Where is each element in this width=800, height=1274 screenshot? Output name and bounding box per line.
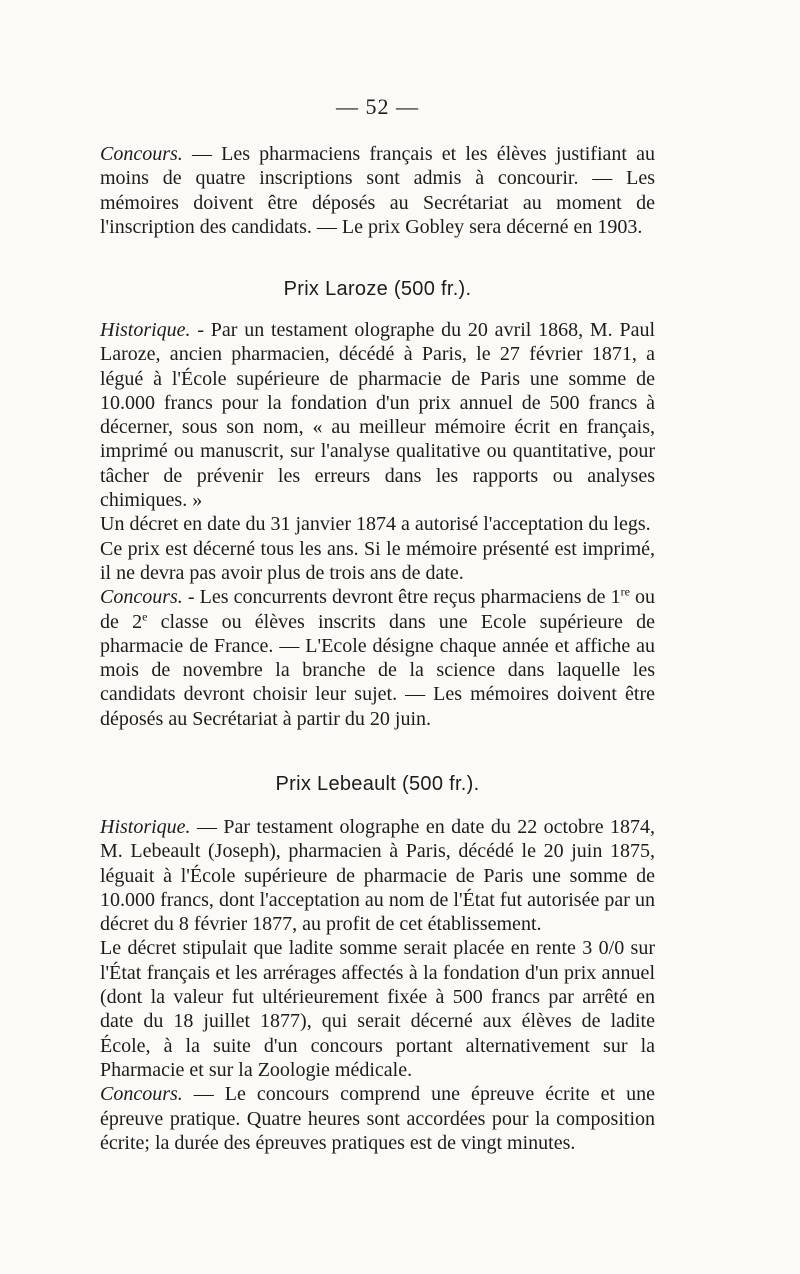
lebeault-title: Prix Lebeault (500 fr.). <box>275 773 480 795</box>
lebeault-historique-paragraph <box>100 815 655 936</box>
historique-text: — Par testament olographe en date du 22 octobre 1874, M. Lebeault (Joseph), pharmacien à Paris, décédé le 20 juin 1875, léguait à l'École supérieure de pharmacie de Paris une somme de 10.000 francs, dont l'acceptation au nom de l'État fut autorisée par un décret du 8 février 1877, au profit de cet établissement. <box>100 816 655 936</box>
concours-lead: Concours. <box>100 143 183 165</box>
laroze-decret-paragraph: Un décret en date du 31 janvier 1874 a autorisé l'acceptation du legs. <box>100 513 651 536</box>
historique-lead: Historique. <box>100 319 191 341</box>
concours-lead: Concours. <box>100 1083 183 1106</box>
historique-lead: Historique. <box>100 816 191 838</box>
historique-text: - Par un testament olographe du 20 avril 1868, M. Paul Laroze, ancien pharmacien, décédé à Paris, le 27 février 1871, a légué à l'École supérieure de pharmacie de Paris une somme de 10.000 francs pour la fondation d'un prix annuel de 500 francs à décerner, sous son nom, « au meilleur mémoire écrit en français, imprimé ou manuscrit, sur l'analyse qualitative ou quantitative, pour tâcher de prévenir les erreurs dans les rapports ou analyses chimiques. » <box>100 319 655 512</box>
concours-lead: Concours. <box>100 586 183 609</box>
laroze-historique-paragraph <box>100 318 655 512</box>
lebeault-section <box>100 815 655 1155</box>
concours-text-part-3: classe ou élèves inscrits dans une Ecole supérieure de pharmacie de France. — L'Ecole désigne chaque année et affiche au mois de novembre la branche de la science dans laquelle les candidats devront choisir leur sujet. — Les mémoires doivent être déposés au Secrétariat à partir du 20 juin. <box>100 610 655 730</box>
laroze-section <box>100 318 655 731</box>
lebeault-concours-paragraph <box>100 1082 655 1155</box>
page-number: — 52 — <box>336 94 419 119</box>
concours-text-part-1: - Les concurrents devront être reçus pharmaciens de 1 <box>182 586 621 609</box>
superscript-re: re <box>620 584 630 599</box>
gobley-concours-paragraph <box>100 142 655 239</box>
laroze-concours-paragraph <box>100 585 655 731</box>
concours-text-part-2: ou de 2 <box>100 586 656 633</box>
concours-text: — Les pharmaciens français et les élèves justifiant au moins de quatre inscriptions sont admis à concourir. — Les mémoires doivent être déposés au Secrétariat au moment de l'inscription des candidats. — Le prix Gobley sera décerné en 1903. <box>100 143 655 238</box>
superscript-e: e <box>142 608 148 623</box>
concours-text: — Le concours comprend une épreuve écrite et une épreuve pratique. Quatre heures sont accordées pour la composition écrite; la durée des épreuves pratiques est de vingt minutes. <box>100 1083 655 1154</box>
gobley-concours-section <box>100 142 655 239</box>
laroze-annuel-paragraph: Ce prix est décerné tous les ans. Si le mémoire présenté est imprimé, il ne devra pas avoir plus de trois ans de date. <box>100 537 655 584</box>
laroze-title: Prix Laroze (500 fr.). <box>283 278 472 300</box>
lebeault-decret-paragraph: Le décret stipulait que ladite somme serait placée en rente 3 0/0 sur l'État français et les arrérages affectés à la fondation d'un prix annuel (dont la valeur fut ultérieurement fixée à 500 francs par arrêté en date du 18 juillet 1877), qui serait décerné aux élèves de ladite École, à la suite d'un concours portant alternativement sur la Pharmacie et sur la Zoologie médicale. <box>100 937 655 1081</box>
